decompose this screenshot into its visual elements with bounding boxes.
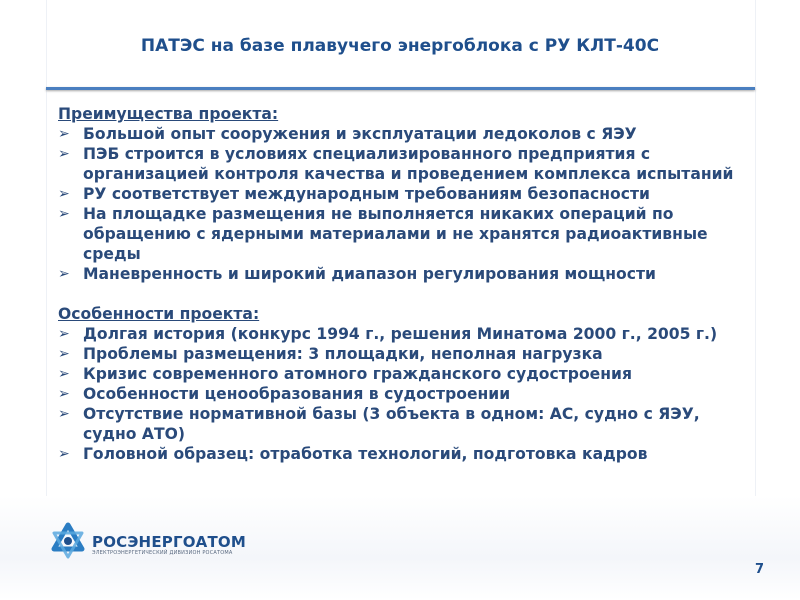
slide-content	[58, 104, 758, 464]
list-item-text: Отсутствие нормативной базы (3 объекта в одном: АС, судно с ЯЭУ, судно АТО)	[83, 405, 700, 443]
list-item	[58, 344, 758, 364]
list-item	[58, 404, 758, 444]
brand-subtitle: ЭЛЕКТРОЭНЕРГЕТИЧЕСКИЙ ДИВИЗИОН РОСАТОМА	[92, 550, 233, 556]
list-item-text: ПЭБ строится в условиях специализированного предприятия с организацией контроля качества и проведением комплекса испытаний	[83, 145, 734, 183]
list-item-text: Проблемы размещения: 3 площадки, неполная нагрузка	[83, 345, 603, 363]
arrow-right-icon: ➢	[58, 446, 70, 462]
features-list	[58, 324, 758, 464]
brand-name: РОСЭНЕРГОАТОМ	[92, 533, 246, 551]
arrow-right-icon: ➢	[58, 266, 70, 282]
list-item-text: Большой опыт сооружения и эксплуатации ледоколов с ЯЭУ	[83, 125, 637, 143]
advantages-list	[58, 124, 758, 284]
arrow-right-icon: ➢	[58, 146, 70, 162]
section-gap	[58, 284, 758, 304]
list-item	[58, 144, 758, 184]
arrow-right-icon: ➢	[58, 326, 70, 342]
list-item	[58, 384, 758, 404]
arrow-right-icon: ➢	[58, 206, 70, 222]
rosatom-atom-logo-icon	[48, 521, 88, 561]
list-item-text: Особенности ценообразования в судостроении	[83, 385, 511, 403]
arrow-right-icon: ➢	[58, 406, 70, 422]
list-item-text: Долгая история (конкурс 1994 г., решения Минатома 2000 г., 2005 г.)	[83, 325, 718, 343]
arrow-right-icon: ➢	[58, 366, 70, 382]
list-item-text: Кризис современного атомного гражданского судостроения	[83, 365, 632, 383]
slide-title: ПАТЭС на базе плавучего энергоблока с РУ КЛТ-40С	[140, 36, 660, 56]
advantages-heading: Преимущества проекта:	[58, 105, 279, 123]
list-item-text: Маневренность и широкий диапазон регулирования мощности	[83, 265, 656, 283]
list-item	[58, 124, 758, 144]
list-item	[58, 264, 758, 284]
page-number: 7	[754, 562, 764, 577]
list-item	[58, 364, 758, 384]
arrow-right-icon: ➢	[58, 126, 70, 142]
list-item-text: РУ соответствует международным требованиям безопасности	[83, 185, 650, 203]
list-item-text: Головной образец: отработка технологий, подготовка кадров	[83, 445, 648, 463]
title-divider	[46, 87, 755, 90]
list-item-text: На площадке размещения не выполняется никаких операций по обращению с ядерными материалами и не хранятся радиоактивные среды	[83, 205, 708, 263]
list-item	[58, 204, 758, 264]
list-item	[58, 324, 758, 344]
arrow-right-icon: ➢	[58, 386, 70, 402]
list-item	[58, 444, 758, 464]
features-heading: Особенности проекта:	[58, 305, 260, 323]
arrow-right-icon: ➢	[58, 346, 70, 362]
list-item	[58, 184, 758, 204]
arrow-right-icon: ➢	[58, 186, 70, 202]
